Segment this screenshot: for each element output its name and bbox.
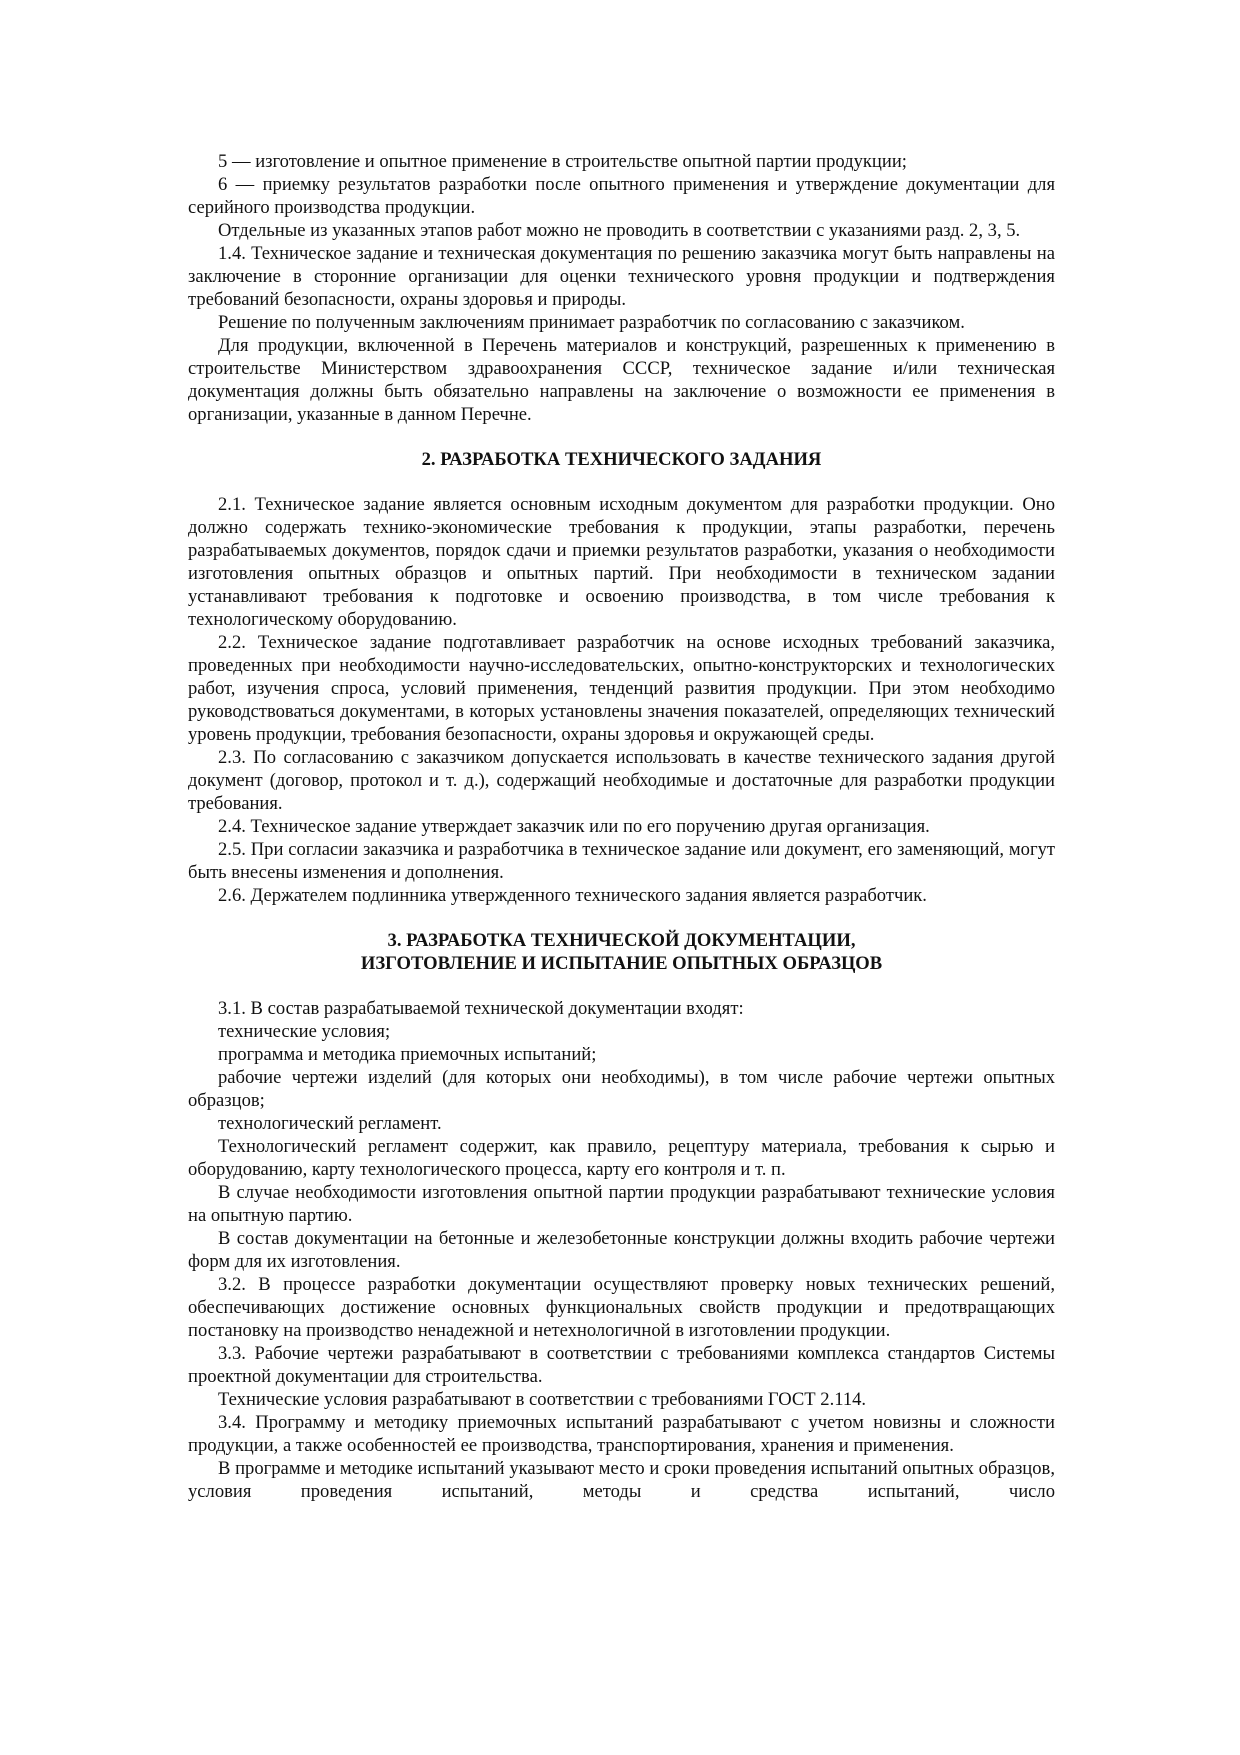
paragraph: 2.5. При согласии заказчика и разработчика в техническое задание или документ, его заменяющий, могут быть внесены изменения и дополнения.: [188, 839, 1055, 883]
paragraph: 6 — приемку результатов разработки после опытного применения и утверждение документации для серийного производства продукции.: [188, 174, 1055, 218]
paragraph: Технические условия разрабатывают в соответствии с требованиями ГОСТ 2.114.: [218, 1389, 867, 1410]
paragraph: Технологический регламент содержит, как правило, рецептуру материала, требования к сырью и оборудованию, карту технологического процесса, карту его контроля и т. п.: [188, 1136, 1055, 1180]
paragraph: 1.4. Техническое задание и техническая документация по решению заказчика могут быть направлены на заключение в сторонние организации для оценки технического уровня продукции и подтверждения требований безопасности, охраны здоровья и природы.: [188, 243, 1055, 310]
paragraph: 2.2. Техническое задание подготавливает разработчик на основе исходных требований заказчика, проведенных при необходимости научно-исследовательских, опытно-конструкторских и технологических работ, изучения спроса, условий применения, тенденций развития продукции. При этом необходимо руководствоваться документами, в которых установлены значения показателей, определяющих технический уровень продукции, требования безопасности, охраны здоровья и окружающей среды.: [188, 632, 1055, 745]
paragraph: 2.3. По согласованию с заказчиком допускается использовать в качестве технического задания другой документ (договор, протокол и т. д.), содержащий необходимые и достаточные для разработки продукции требования.: [188, 747, 1055, 814]
section-2-body: [188, 493, 1055, 907]
section-3-heading-line-2: ИЗГОТОВЛЕНИЕ И ИСПЫТАНИЕ ОПЫТНЫХ ОБРАЗЦОВ: [360, 953, 883, 974]
paragraph: технологический регламент.: [218, 1113, 442, 1134]
section-1-continuation: [188, 150, 1055, 426]
paragraph: Решение по полученным заключениям принимает разработчик по согласованию с заказчиком.: [218, 312, 965, 333]
paragraph: В программе и методике испытаний указывают место и сроки проведения испытаний опытных образцов, условия проведения испытаний, методы и средства испытаний, число: [188, 1458, 1055, 1502]
section-3-heading-line-1: 3. РАЗРАБОТКА ТЕХНИЧЕСКОЙ ДОКУМЕНТАЦИИ,: [387, 930, 856, 951]
paragraph: 2.1. Техническое задание является основным исходным документом для разработки продукции. Оно должно содержать технико-экономические требования к продукции, этапы разработки, перечень разрабатываемых документов, порядок сдачи и приемки результатов разработки, указания о необходимости изготовления опытных образцов и опытных партий. При необходимости в техническом задании устанавливают требования к подготовке и освоению производства, в том числе требования к технологическому оборудованию.: [188, 494, 1055, 630]
paragraph: технические условия;: [218, 1021, 391, 1042]
paragraph: 3.4. Программу и методику приемочных испытаний разрабатывают с учетом новизны и сложности продукции, а также особенностей ее производства, транспортирования, хранения и применения.: [188, 1412, 1055, 1456]
paragraph: Отдельные из указанных этапов работ можно не проводить в соответствии с указаниями разд. 2, 3, 5.: [218, 220, 1021, 241]
paragraph: В случае необходимости изготовления опытной партии продукции разрабатывают технические условия на опытную партию.: [188, 1182, 1055, 1226]
paragraph: программа и методика приемочных испытаний;: [218, 1044, 597, 1065]
paragraph: рабочие чертежи изделий (для которых они необходимы), в том числе рабочие чертежи опытных образцов;: [188, 1067, 1055, 1111]
paragraph: 3.1. В состав разрабатываемой технической документации входят:: [218, 998, 744, 1019]
section-3-heading: [188, 929, 1055, 975]
paragraph: Для продукции, включенной в Перечень материалов и конструкций, разрешенных к применению в строительстве Министерством здравоохранения СССР, техническое задание и/или техническая документация должны быть обязательно направлены на заключение о возможности ее применения в организации, указанные в данном Перечне.: [188, 335, 1055, 425]
paragraph: 3.3. Рабочие чертежи разрабатывают в соответствии с требованиями комплекса стандартов Системы проектной документации для строительства.: [188, 1343, 1055, 1387]
paragraph: В состав документации на бетонные и железобетонные конструкции должны входить рабочие чертежи форм для их изготовления.: [188, 1228, 1055, 1272]
paragraph: 5 — изготовление и опытное применение в строительстве опытной партии продукции;: [218, 151, 907, 172]
section-2-heading: 2. РАЗРАБОТКА ТЕХНИЧЕСКОГО ЗАДАНИЯ: [421, 449, 822, 470]
paragraph: 2.6. Держателем подлинника утвержденного технического задания является разработчик.: [218, 885, 927, 906]
paragraph: 2.4. Техническое задание утверждает заказчик или по его поручению другая организация.: [218, 816, 930, 837]
section-3-body: [188, 997, 1055, 1503]
paragraph: 3.2. В процессе разработки документации осуществляют проверку новых технических решений, обеспечивающих достижение основных функциональных свойств продукции и предотвращающих постановку на производство ненадежной и нетехнологичной в изготовлении продукции.: [188, 1274, 1055, 1341]
